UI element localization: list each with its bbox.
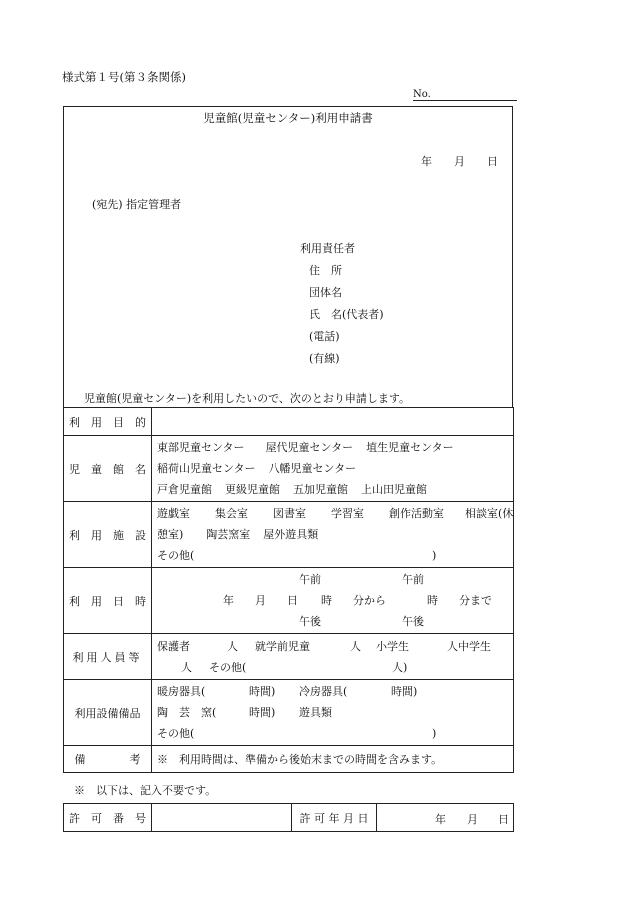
end-pm-option[interactable]: 午後 (402, 615, 424, 628)
day-label: 日 (287, 594, 298, 607)
group-name-label: 団体名 (309, 286, 342, 299)
start-pm-option[interactable]: 午後 (299, 615, 321, 628)
facility-label: 利 用 施 設 (64, 502, 152, 568)
hall-option[interactable]: 屋代児童センター (265, 441, 354, 454)
page-title: 児童館(児童センター)利用申請書 (203, 111, 373, 125)
facility-option[interactable]: 遊戯室 (157, 507, 190, 520)
application-table (63, 407, 514, 773)
heater-hours-label: 時間) (249, 685, 276, 698)
facility-option[interactable]: 創作活動室 (389, 507, 444, 520)
permit-date-label: 許 可 年 月 日 (292, 804, 377, 832)
facility-other-close: ) (432, 549, 437, 562)
facility-other-input[interactable] (207, 545, 427, 565)
permit-number-label: 許 可 番 号 (64, 804, 152, 832)
hall-option[interactable]: 稲荷山児童センター (157, 462, 256, 475)
addressee: (宛先) 指定管理者 (92, 198, 182, 211)
preschool-label: 就学前児童 (255, 639, 310, 653)
hall-option[interactable]: 上山田児童館 (361, 483, 427, 496)
start-am-option[interactable]: 午前 (299, 573, 321, 586)
preschool-person-unit: 人 (350, 639, 361, 653)
permit-number-field (152, 804, 292, 832)
users-other-label: その他( (209, 660, 247, 674)
playground-label: 遊具類 (299, 706, 332, 719)
datetime-label: 利 用 日 時 (64, 568, 152, 634)
hall-option[interactable]: 埴生児童センター (366, 441, 454, 454)
remarks-row (64, 746, 514, 773)
purpose-label: 利 用 目 的 (64, 408, 152, 436)
hall-option[interactable]: 五加児童館 (293, 483, 348, 496)
purpose-field[interactable] (152, 408, 514, 436)
cooler-hours-label: 時間) (391, 685, 418, 698)
equipment-other-label: その他( (157, 727, 195, 740)
permit-table (63, 803, 514, 832)
not-required-note: ※ 以下は、記入不要です。 (74, 784, 217, 797)
application-header-frame (63, 106, 513, 408)
users-fields (152, 634, 514, 680)
guardian-label: 保護者 (157, 639, 190, 653)
hall-label: 児 童 館 名 (64, 436, 152, 502)
facility-option[interactable]: 図書室 (273, 507, 306, 520)
number-label: No. (413, 89, 431, 100)
month-label: 月 (255, 594, 266, 607)
kiln-label: 陶 芸 窯( (157, 706, 217, 719)
purpose-row (64, 408, 514, 436)
phone-label: (電話) (309, 330, 340, 343)
request-statement: 児童館(児童センター)を利用したいので、次のとおり申請します。 (84, 392, 411, 405)
end-am-option[interactable]: 午前 (402, 573, 424, 586)
form-number: 様式第１号(第３条関係) (62, 70, 186, 84)
hall-option[interactable]: 東部児童センター (157, 441, 245, 454)
until-label: 分まで (459, 594, 492, 607)
from-label: 分から (353, 594, 386, 607)
facility-option[interactable]: 憩室) (157, 528, 184, 541)
cable-label: (有線) (309, 352, 340, 365)
responsible-person-label: 利用責任者 (300, 242, 355, 255)
date-day-label: 日 (487, 155, 498, 168)
facility-other-label: その他( (157, 549, 195, 562)
representative-name-label: 氏 名(代表者) (309, 308, 384, 321)
number-field[interactable] (413, 89, 517, 101)
cooler-label: 冷房器具( (299, 685, 348, 698)
users-row (64, 634, 514, 680)
permit-day-label: 日 (498, 813, 509, 826)
kiln-hours-label: 時間) (249, 706, 276, 719)
facility-option[interactable]: 集会室 (215, 507, 248, 520)
equipment-label: 利用設備備品 (64, 680, 152, 746)
facility-row (64, 502, 514, 568)
elementary-label: 小学生 (376, 639, 409, 653)
hall-options (152, 436, 514, 502)
datetime-fields (152, 568, 514, 634)
junior-label: 人中学生 (447, 639, 491, 653)
hall-option[interactable]: 戸倉児童館 (157, 483, 212, 496)
users-label: 利用人員等 (64, 634, 152, 680)
permit-date-field (377, 804, 514, 832)
users-other-close: 人) (392, 660, 408, 674)
datetime-row (64, 568, 514, 634)
remarks-note: ※ 利用時間は、準備から後始末までの時間を含みます。 (152, 746, 514, 773)
permit-month-label: 月 (467, 813, 478, 826)
equipment-row (64, 680, 514, 746)
hall-option[interactable]: 更級児童館 (225, 483, 280, 496)
junior-person-unit: 人 (181, 660, 192, 674)
equipment-other-close: ) (432, 727, 437, 740)
facility-option[interactable]: 陶芸窯室 (206, 528, 251, 541)
remarks-label: 備 考 (64, 746, 152, 773)
hall-row (64, 436, 514, 502)
heater-label: 暖房器具( (157, 685, 206, 698)
facility-option[interactable]: 相談室(休 (465, 507, 514, 520)
end-hour-label: 時 (427, 594, 438, 607)
permit-row (64, 804, 514, 832)
permit-year-label: 年 (435, 813, 446, 826)
equipment-fields (152, 680, 514, 746)
start-hour-label: 時 (321, 594, 332, 607)
guardian-person-unit: 人 (227, 639, 238, 653)
date-year-label: 年 (421, 155, 432, 168)
facility-option[interactable]: 学習室 (331, 507, 364, 520)
address-label: 住 所 (309, 264, 342, 277)
year-label: 年 (223, 594, 234, 607)
facility-options (152, 502, 514, 568)
hall-option[interactable]: 八幡児童センター (268, 462, 357, 475)
facility-option[interactable]: 屋外遊具類 (263, 528, 319, 541)
date-month-label: 月 (454, 155, 465, 168)
